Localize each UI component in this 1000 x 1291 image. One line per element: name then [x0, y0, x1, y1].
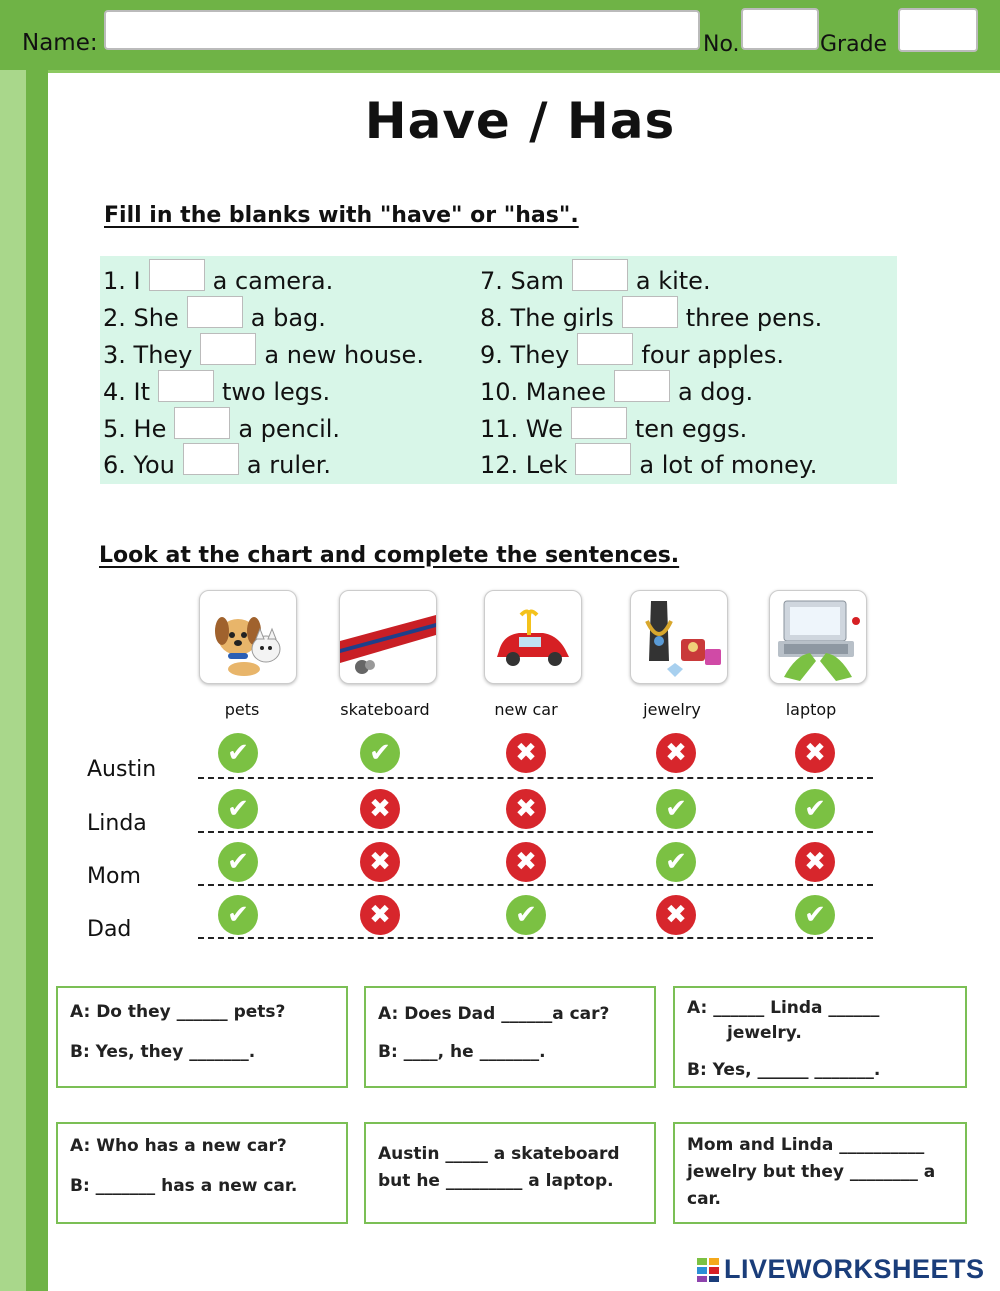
- item-label-pets: pets: [224, 700, 260, 719]
- person-mom: Mom: [87, 864, 141, 889]
- section2-instruction: Look at the chart and complete the sentences.: [99, 543, 680, 568]
- page-title: Have / Has: [364, 92, 676, 150]
- liveworksheets-logo: LIVEWORKSHEETS: [724, 1254, 985, 1284]
- skateboard-icon: [340, 591, 436, 683]
- check-icon-austin-skateboard: ✔: [360, 733, 400, 773]
- person-linda: Linda: [87, 811, 147, 836]
- item-label-jewelry: jewelry: [643, 700, 701, 719]
- sentence-12: 12. Lek a lot of money.: [480, 450, 817, 480]
- answer-blank-11[interactable]: [571, 407, 627, 439]
- item-label-new-car: new car: [494, 700, 558, 719]
- sentence-2: 2. She a bag.: [103, 303, 326, 333]
- cross-icon-mom-new-car: ✖: [506, 842, 546, 882]
- sentence-11: 11. We ten eggs.: [480, 414, 747, 444]
- question-box-2: A: Does Dad ______a car? B: ____, he _______.: [364, 986, 656, 1088]
- sentence-6: 6. You a ruler.: [103, 450, 331, 480]
- question-box-3: A: ______ Linda ______ jewelry. B: Yes, ______ _______.: [673, 986, 967, 1088]
- cross-icon-dad-jewelry: ✖: [656, 895, 696, 935]
- answer-blank-3[interactable]: [200, 333, 256, 365]
- section1-instruction: Fill in the blanks with "have" or "has".: [104, 203, 579, 228]
- answer-blank-4[interactable]: [158, 370, 214, 402]
- cross-icon-mom-laptop: ✖: [795, 842, 835, 882]
- skateboard-picture: [339, 590, 437, 684]
- sentence-1: 1. I a camera.: [103, 266, 333, 296]
- check-icon-linda-laptop: ✔: [795, 789, 835, 829]
- sentence-5: 5. He a pencil.: [103, 414, 340, 444]
- item-label-skateboard: skateboard: [340, 700, 430, 719]
- answer-blank-8[interactable]: [622, 296, 678, 328]
- cross-icon-mom-skateboard: ✖: [360, 842, 400, 882]
- answer-line-mom[interactable]: [198, 884, 873, 886]
- cross-icon-austin-laptop: ✖: [795, 733, 835, 773]
- pets-picture: [199, 590, 297, 684]
- answer-blank-7[interactable]: [572, 259, 628, 291]
- grade-field[interactable]: [898, 8, 978, 52]
- item-label-laptop: laptop: [785, 700, 837, 719]
- sentence-3: 3. They a new house.: [103, 340, 424, 370]
- pets-icon: [200, 591, 296, 683]
- answer-line-linda[interactable]: [198, 831, 873, 833]
- left-stripe-dark: [26, 70, 48, 1291]
- answer-blank-10[interactable]: [614, 370, 670, 402]
- answer-blank-2[interactable]: [187, 296, 243, 328]
- check-icon-dad-new-car: ✔: [506, 895, 546, 935]
- grade-label: Grade: [820, 32, 888, 57]
- answer-line-austin[interactable]: [198, 777, 873, 779]
- person-austin: Austin: [87, 757, 157, 782]
- cross-icon-linda-skateboard: ✖: [360, 789, 400, 829]
- cross-icon-austin-jewelry: ✖: [656, 733, 696, 773]
- laptop-icon: [770, 591, 866, 683]
- fill-in-area: [100, 256, 897, 484]
- new-car-picture: [484, 590, 582, 684]
- answer-blank-5[interactable]: [174, 407, 230, 439]
- check-icon-dad-pets: ✔: [218, 895, 258, 935]
- sentence-8: 8. The girls three pens.: [480, 303, 822, 333]
- jewelry-picture: [630, 590, 728, 684]
- number-label: No.: [703, 32, 740, 57]
- sentence-9: 9. They four apples.: [480, 340, 784, 370]
- cross-icon-dad-skateboard: ✖: [360, 895, 400, 935]
- check-icon-austin-pets: ✔: [218, 733, 258, 773]
- name-label: Name:: [22, 30, 98, 56]
- check-icon-dad-laptop: ✔: [795, 895, 835, 935]
- question-box-6: Mom and Linda __________ jewelry but they ________ a car.: [673, 1122, 967, 1224]
- check-icon-mom-pets: ✔: [218, 842, 258, 882]
- answer-blank-1[interactable]: [149, 259, 205, 291]
- car-icon: [485, 591, 581, 683]
- cross-icon-austin-new-car: ✖: [506, 733, 546, 773]
- sentence-10: 10. Manee a dog.: [480, 377, 753, 407]
- question-box-4: A: Who has a new car? B: _______ has a new car.: [56, 1122, 348, 1224]
- sentence-4: 4. It two legs.: [103, 377, 330, 407]
- question-box-5: Austin _____ a skateboard but he _________ a laptop.: [364, 1122, 656, 1224]
- check-icon-linda-jewelry: ✔: [656, 789, 696, 829]
- name-field[interactable]: [104, 10, 700, 50]
- liveworksheets-logo-icon: [697, 1258, 719, 1282]
- jewelry-icon: [631, 591, 727, 683]
- answer-blank-9[interactable]: [577, 333, 633, 365]
- answer-line-dad[interactable]: [198, 937, 873, 939]
- check-icon-mom-jewelry: ✔: [656, 842, 696, 882]
- sentence-7: 7. Sam a kite.: [480, 266, 711, 296]
- cross-icon-linda-new-car: ✖: [506, 789, 546, 829]
- person-dad: Dad: [87, 917, 132, 942]
- question-box-1: A: Do they ______ pets? B: Yes, they _______.: [56, 986, 348, 1088]
- answer-blank-6[interactable]: [183, 443, 239, 475]
- laptop-picture: [769, 590, 867, 684]
- answer-blank-12[interactable]: [575, 443, 631, 475]
- number-field[interactable]: [741, 8, 819, 50]
- check-icon-linda-pets: ✔: [218, 789, 258, 829]
